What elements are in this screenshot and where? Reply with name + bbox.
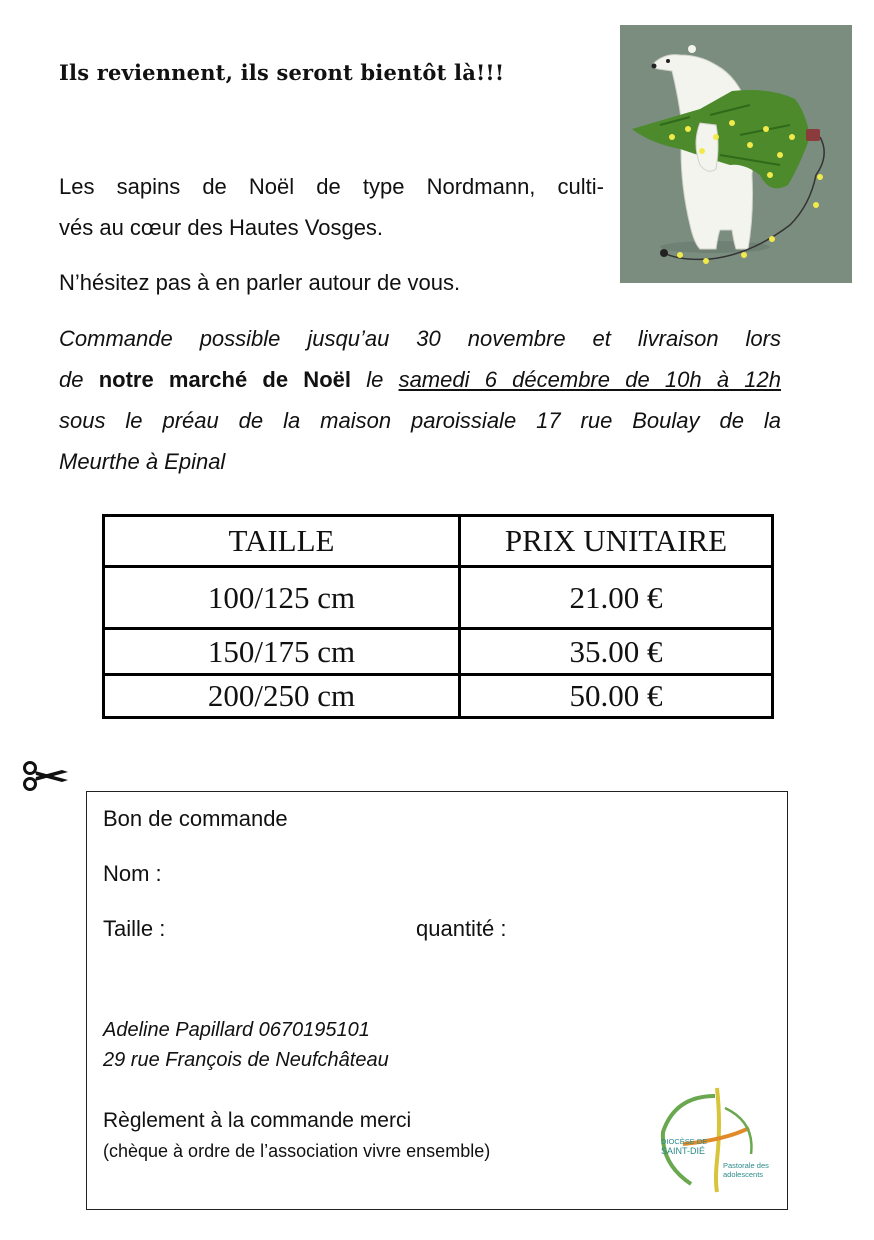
headline: Ils reviennent, ils seront bientôt là!!! xyxy=(59,60,505,85)
polar-bear-illustration xyxy=(620,25,852,283)
scissors-icon xyxy=(22,758,70,794)
order-info-text: le xyxy=(350,367,399,392)
order-info-line-2 xyxy=(59,359,781,400)
order-info-line-1: Commande possible jusqu’au 30 novembre et livraison lors xyxy=(59,326,781,351)
order-form xyxy=(86,791,788,1210)
market-date: samedi 6 décembre de 10h à 12h xyxy=(398,367,781,392)
intro-line-1: Les sapins de Noël de type Nordmann, culti- xyxy=(59,174,604,199)
logo-line-3: Pastorale des xyxy=(723,1161,769,1170)
logo-line-4: adolescents xyxy=(723,1170,764,1179)
order-info-paragraph xyxy=(59,318,781,482)
order-info-text: de xyxy=(59,367,99,392)
table-header-row xyxy=(104,516,773,567)
size-cell: 200/250 cm xyxy=(104,675,460,718)
table-row xyxy=(104,567,773,629)
polar-bear-drawing xyxy=(620,25,852,283)
payment-note: Règlement à la commande merci xyxy=(103,1109,412,1132)
spread-word-paragraph: N’hésitez pas à en parler autour de vous. xyxy=(59,270,461,295)
table-row xyxy=(104,629,773,675)
order-info-line-3: sous le préau de la maison paroissiale 17 rue Boulay de la xyxy=(59,408,781,433)
order-form-title: Bon de commande xyxy=(103,806,288,831)
quantity-label: quantité : xyxy=(416,916,507,941)
price-cell: 50.00 € xyxy=(460,675,773,718)
price-table xyxy=(102,514,774,719)
diocese-logo xyxy=(655,1084,777,1199)
market-name: notre marché de Noël xyxy=(98,367,351,392)
intro-line-2: vés au cœur des Hautes Vosges. xyxy=(59,215,384,240)
size-cell: 100/125 cm xyxy=(104,567,460,629)
size-label: Taille : xyxy=(103,916,166,941)
size-cell: 150/175 cm xyxy=(104,629,460,675)
order-info-line-4: Meurthe à Epinal xyxy=(59,449,226,474)
header-size: TAILLE xyxy=(104,516,460,567)
logo-line-2: SAINT-DIÉ xyxy=(661,1146,706,1156)
cheque-note: (chèque à ordre de l’association vivre ensemble) xyxy=(103,1141,491,1161)
table-row xyxy=(104,675,773,718)
contact-name: Adeline Papillard 0670195101 xyxy=(103,1019,370,1041)
intro-paragraph xyxy=(59,166,604,248)
price-cell: 21.00 € xyxy=(460,567,773,629)
contact-address: 29 rue François de Neufchâteau xyxy=(103,1049,389,1071)
price-cell: 35.00 € xyxy=(460,629,773,675)
header-unit-price: PRIX UNITAIRE xyxy=(460,516,773,567)
name-label: Nom : xyxy=(103,861,162,886)
logo-line-1: DIOCÈSE DE xyxy=(661,1137,708,1146)
